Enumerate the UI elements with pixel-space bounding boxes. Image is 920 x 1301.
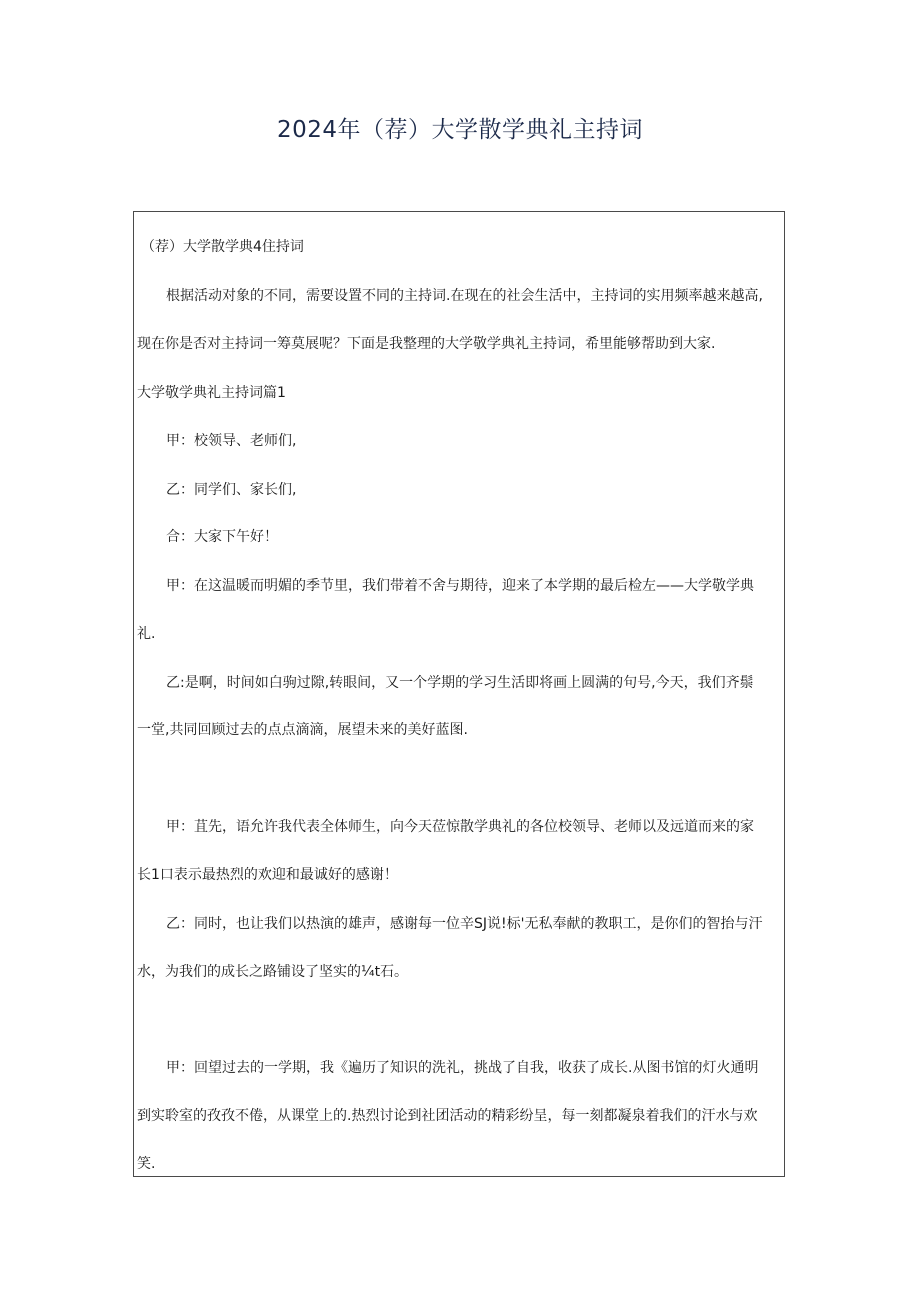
document-title: 2024年（荐）大学散学典礼主持词 (276, 117, 644, 143)
script-line: 一堂,共同回顾过去的点点滴滴，展望未来的美好蓝图. (137, 722, 468, 738)
script-line: 礼. (137, 626, 156, 642)
document-subtitle: （荐）大学散学典4住持词 (141, 239, 304, 255)
section-heading: 大学敬学典礼主持词篇1 (137, 385, 286, 401)
script-line: 笑. (137, 1156, 156, 1172)
script-line: 甲：校领导、老师们, (166, 433, 297, 449)
content-box (133, 211, 785, 1177)
script-line: 甲：在这温暖而明媚的季节里，我们带着不舍与期待，迎来了本学期的最后检左——大学敬学典 (166, 578, 754, 594)
script-line: 水，为我们的成长之路铺设了坚实的¼t石。 (137, 964, 409, 980)
intro-paragraph-line: 现在你是否对主持词一筹莫展呢？下面是我整理的大学敬学典礼主持词，希里能够帮助到大家. (137, 336, 716, 352)
script-line: 合：大家下午好！ (166, 529, 278, 545)
script-line: 乙：同时，也让我们以热演的雄声，感谢每一位辛SJ说!标'无私奉献的教职工，是你们的智抬与汗 (166, 916, 763, 932)
script-line: 甲：回望过去的一学期，我《遍历了知识的洗礼，挑战了自我，收获了成长.从图书馆的灯火通明 (166, 1060, 759, 1076)
script-line: 乙:是啊，时间如白驹过隙,转眼间，又一个学期的学习生活即将画上圆满的句号,今天，我们齐鬃 (166, 675, 754, 691)
script-line: 到实聆室的孜孜不倦，从课堂上的.热烈讨论到社团活动的精彩纷呈，每一刻都凝泉着我们的汗水与欢 (137, 1108, 758, 1124)
script-line: 甲：苴先，语允许我代表全体师生，向今天莅惊散学典礼的各位校领导、老师以及远道而来的家 (166, 819, 754, 835)
intro-paragraph-line: 根据活动对象的不同，需要设置不同的主持词.在现在的社会生活中，主持词的实用频率越来越高, (166, 288, 763, 304)
script-line: 乙：同学们、家长们, (166, 482, 297, 498)
script-line: 长1口表示最热烈的欢迎和最诚好的感谢！ (137, 867, 398, 883)
